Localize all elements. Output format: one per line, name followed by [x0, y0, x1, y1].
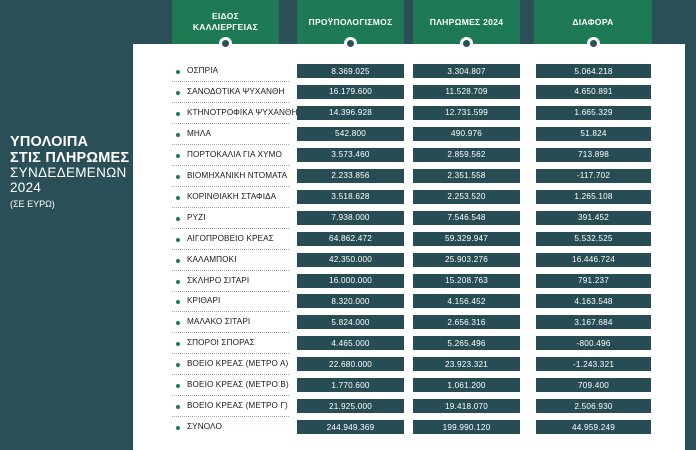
bullet-icon	[176, 363, 180, 367]
title-year: 2024	[10, 179, 42, 195]
payments-cell: 15.208.763	[413, 274, 520, 288]
crop-name: ΣΑΝΟΔΟΤΙΚΑ ΨΥΧΑΝΘΗ	[187, 86, 285, 96]
payments-cell: 59.329.947	[413, 232, 520, 246]
payments-cell: 2.351.558	[413, 169, 520, 183]
row-divider	[172, 123, 289, 124]
budget-cell: 4.465.000	[297, 336, 404, 350]
difference-cell: 709.400	[536, 378, 651, 392]
table-row	[0, 398, 696, 416]
payments-cell: 2.656.316	[413, 315, 520, 329]
row-divider	[172, 186, 289, 187]
payments-cell: 19.418.070	[413, 399, 520, 413]
payments-cell: 25.903.276	[413, 253, 520, 267]
title-line-1: ΥΠΟΛΟΙΠΑ	[10, 134, 89, 150]
row-divider	[172, 416, 289, 417]
payments-cell: 2.253.520	[413, 190, 520, 204]
table-row	[0, 210, 696, 228]
payments-cell: 3.304.807	[413, 64, 520, 78]
header-crop-line-2: ΚΑΛΛΙΕΡΓΕΙΑΣ	[192, 22, 259, 32]
difference-cell: -800.496	[536, 336, 651, 350]
row-divider	[172, 291, 289, 292]
budget-cell: 22.680.000	[297, 357, 404, 371]
bullet-icon	[176, 238, 180, 242]
table-row	[0, 63, 696, 81]
crop-name: ΒΟΕΙΟ ΚΡΕΑΣ (ΜΕΤΡΟ Γ)	[187, 401, 288, 411]
difference-cell: 2.506.930	[536, 399, 651, 413]
title-line-3: ΣΥΝΔΕΔΕΜΕΝΩΝ	[10, 165, 127, 181]
title-unit-note: (ΣΕ ΕΥΡΩ)	[10, 199, 55, 210]
budget-cell: 14.396.928	[297, 106, 404, 120]
bullet-icon	[176, 154, 180, 158]
bullet-icon	[176, 70, 180, 74]
payments-cell: 2.859.562	[413, 148, 520, 162]
budget-cell: 16.179.600	[297, 85, 404, 99]
table-row	[0, 105, 696, 123]
table-row	[0, 231, 696, 249]
table-row	[0, 147, 696, 165]
difference-cell: 713.898	[536, 148, 651, 162]
header-budget-label: ΠΡΟΫΠΟΛΟΓΙΣΜΟΣ	[308, 16, 393, 27]
row-divider	[172, 395, 289, 396]
crop-name: ΒΟΕΙΟ ΚΡΕΑΣ (ΜΕΤΡΟ Β)	[187, 380, 289, 390]
difference-cell: -117.702	[536, 169, 651, 183]
row-divider	[172, 144, 289, 145]
budget-cell: 3.573.460	[297, 148, 404, 162]
difference-cell: 791.237	[536, 274, 651, 288]
difference-cell: 3.167.684	[536, 315, 651, 329]
table-row	[0, 314, 696, 332]
bullet-icon	[176, 133, 180, 137]
crop-name: ΒΙΟΜΗΧΑΝΙΚΗ ΝΤΟΜΑΤΑ	[187, 170, 288, 180]
table-row	[0, 293, 696, 311]
budget-cell: 42.350.000	[297, 253, 404, 267]
crop-name: ΟΣΠΡΙΑ	[187, 66, 219, 75]
crop-name: ΣΚΛΗΡΟ ΣΙΤΑΡΙ	[187, 275, 250, 285]
crop-name: ΚΟΡΙΝΘΙΑΚΗ ΣΤΑΦΙΔΑ	[187, 191, 277, 201]
header-crop-line-1: ΕΙΔΟΣ	[211, 11, 240, 22]
payments-cell: 199.990.120	[413, 420, 520, 434]
crop-name: ΚΡΙΘΑΡΙ	[187, 296, 221, 306]
difference-cell: 1.665.329	[536, 106, 651, 120]
table-row	[0, 273, 696, 291]
bullet-icon	[176, 280, 180, 284]
crop-name: ΒΟΕΙΟ ΚΡΕΑΣ (ΜΕΤΡΟ Α)	[187, 359, 289, 369]
budget-cell: 5.824.000	[297, 315, 404, 329]
header-crop-type	[172, 0, 279, 44]
header-marker-icon	[344, 37, 357, 50]
crop-name: ΑΙΓΟΠΡΟΒΕΙΟ ΚΡΕΑΣ	[187, 233, 274, 243]
difference-cell: 4.163.548	[536, 294, 651, 308]
bullet-icon	[176, 300, 180, 304]
crop-name: ΡΥΖΙ	[187, 212, 206, 222]
payments-cell: 23.923.321	[413, 357, 520, 371]
budget-cell: 21.925.000	[297, 399, 404, 413]
row-divider	[172, 207, 289, 208]
row-divider	[172, 332, 289, 333]
bullet-icon	[176, 342, 180, 346]
payments-cell: 1.061.200	[413, 378, 520, 392]
table-row	[0, 252, 696, 270]
bullet-icon	[176, 91, 180, 95]
table-row	[0, 189, 696, 207]
title-line-2: ΣΤΙΣ ΠΛΗΡΩΜΕΣ	[10, 149, 130, 166]
bullet-icon	[176, 259, 180, 263]
bullet-icon	[176, 321, 180, 325]
budget-cell: 1.770.600	[297, 378, 404, 392]
budget-cell: 8.369.025	[297, 64, 404, 78]
table-row	[0, 356, 696, 374]
row-divider	[172, 249, 289, 250]
crop-name: ΣΠΟΡΟΙ ΣΠΟΡΑΣ	[187, 338, 255, 348]
header-difference	[534, 0, 652, 44]
row-divider	[172, 374, 289, 375]
payments-cell: 12.731.599	[413, 106, 520, 120]
crop-name: ΚΤΗΝΟΤΡΟΦΙΚΑ ΨΥΧΑΝΘΗ	[187, 107, 298, 117]
bullet-icon	[176, 112, 180, 116]
crop-name: ΣΥΝΟΛΟ	[187, 422, 222, 432]
header-payments-label: ΠΛΗΡΩΜΕΣ 2024	[429, 16, 504, 27]
header-difference-label: ΔΙΑΦΟΡΑ	[572, 16, 614, 27]
payments-cell: 7.546.548	[413, 211, 520, 225]
budget-cell: 8.320.000	[297, 294, 404, 308]
table-row	[0, 377, 696, 395]
payments-cell: 4.156.452	[413, 294, 520, 308]
header-payments	[413, 0, 520, 44]
budget-cell: 244.949.369	[297, 420, 404, 434]
difference-cell: 16.446.724	[536, 253, 651, 267]
header-marker-icon	[219, 37, 232, 50]
payments-cell: 11.528.709	[413, 85, 520, 99]
budget-cell: 542.800	[297, 127, 404, 141]
difference-cell: 5.064.218	[536, 64, 651, 78]
row-divider	[172, 311, 289, 312]
bullet-icon	[176, 384, 180, 388]
table-row	[0, 419, 696, 437]
bullet-icon	[176, 405, 180, 409]
row-divider	[172, 102, 289, 103]
budget-cell: 64.862.472	[297, 232, 404, 246]
budget-cell: 2.233.856	[297, 169, 404, 183]
bullet-icon	[176, 426, 180, 430]
difference-cell: 44.959.249	[536, 420, 651, 434]
header-marker-icon	[587, 37, 600, 50]
row-divider	[172, 353, 289, 354]
payments-cell: 490.976	[413, 127, 520, 141]
row-divider	[172, 228, 289, 229]
difference-cell: 4.650.891	[536, 85, 651, 99]
difference-cell: 5.532.525	[536, 232, 651, 246]
table-row	[0, 335, 696, 353]
budget-cell: 7.938.000	[297, 211, 404, 225]
bullet-icon	[176, 196, 180, 200]
row-divider	[172, 81, 289, 82]
difference-cell: 391.452	[536, 211, 651, 225]
table-row	[0, 126, 696, 144]
difference-cell: -1.243.321	[536, 357, 651, 371]
difference-cell: 51.824	[536, 127, 651, 141]
payments-cell: 5.265.496	[413, 336, 520, 350]
row-divider	[172, 165, 289, 166]
crop-name: ΜΑΛΑΚΟ ΣΙΤΑΡΙ	[187, 317, 251, 327]
budget-cell: 16.000.000	[297, 274, 404, 288]
bullet-icon	[176, 175, 180, 179]
table-row	[0, 84, 696, 102]
table-row	[0, 165, 696, 186]
crop-name: ΚΑΛΑΜΠΟΚΙ	[187, 254, 237, 264]
crop-name: ΜΗΛΑ	[187, 128, 212, 138]
difference-cell: 1.265.108	[536, 190, 651, 204]
crop-name: ΠΟΡΤΟΚΑΛΙΑ ΓΙΑ ΧΥΜΟ	[187, 149, 282, 159]
header-marker-icon	[460, 37, 473, 50]
header-budget	[297, 0, 404, 44]
row-divider	[172, 270, 289, 271]
budget-cell: 3.518.628	[297, 190, 404, 204]
bullet-icon	[176, 217, 180, 221]
